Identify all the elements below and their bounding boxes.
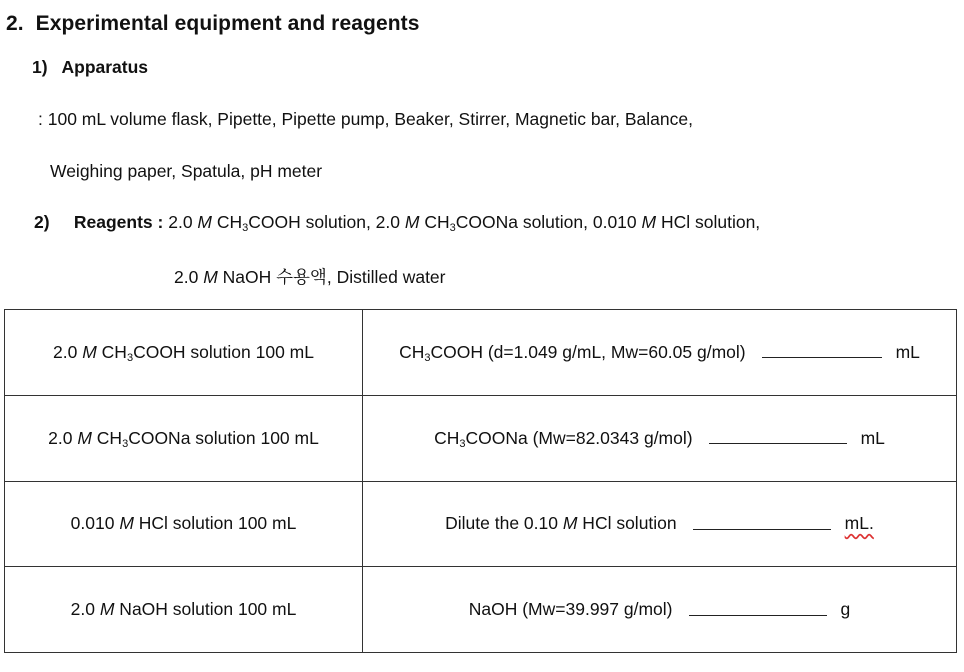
table-row [5,567,957,653]
amount-cell: NaOH (Mw=39.997 g/mol) g [363,567,957,653]
table-row [5,395,957,481]
solution-cell: 2.0 M $CH_3COONa$ solution 100 mL [5,395,363,481]
table-row [5,310,957,396]
apparatus-line-1: : 100 mL volume flask, Pipette, Pipette pump, Beaker, Stirrer, Magnetic bar, Balance, [38,109,693,129]
unit-label: g [840,599,851,620]
solution-cell: 2.0 M $CH_3COOH$ solution 100 mL [5,310,363,396]
apparatus-label: Apparatus [61,57,149,77]
unit-label: mL [860,427,885,448]
reagent-preparation-table [4,309,957,653]
reagents-label: Reagents : [73,212,164,232]
table-row [5,481,957,567]
section-heading [6,12,420,36]
answer-blank[interactable] [709,442,847,444]
reagents-text: 2.0 M $CH_3COOH$ solution, 2.0 M $CH_3COONa$ solution, 0.010 M HCl solution, [168,212,761,234]
section-title: Experimental equipment and reagents [35,12,420,35]
solution-cell: 0.010 M HCl solution 100 mL [5,481,363,567]
unit-label: mL [895,341,920,362]
apparatus-line-2: Weighing paper, Spatula, pH meter [50,161,323,181]
apparatus-number: 1) [32,57,48,77]
apparatus-heading [32,57,148,78]
answer-blank[interactable] [693,528,831,530]
reagents-line-2: 2.0 M NaOH 수용액, Distilled water [174,267,446,287]
reagents-number: 2) [34,212,50,232]
solution-cell: 2.0 M NaOH solution 100 mL [5,567,363,653]
amount-cell: $CH_3COONa$ (Mw=82.0343 g/mol) mL [363,395,957,481]
answer-blank[interactable] [689,614,827,616]
unit-label: mL. [844,513,874,534]
amount-cell: Dilute the 0.10 M HCl solution mL. [363,481,957,567]
amount-cell: $CH_3COOH$ (d=1.049 g/mL, Mw=60.05 g/mol) mL [363,310,957,396]
reagents-line-1 [34,212,760,233]
answer-blank[interactable] [762,356,882,358]
section-number: 2. [6,12,24,35]
